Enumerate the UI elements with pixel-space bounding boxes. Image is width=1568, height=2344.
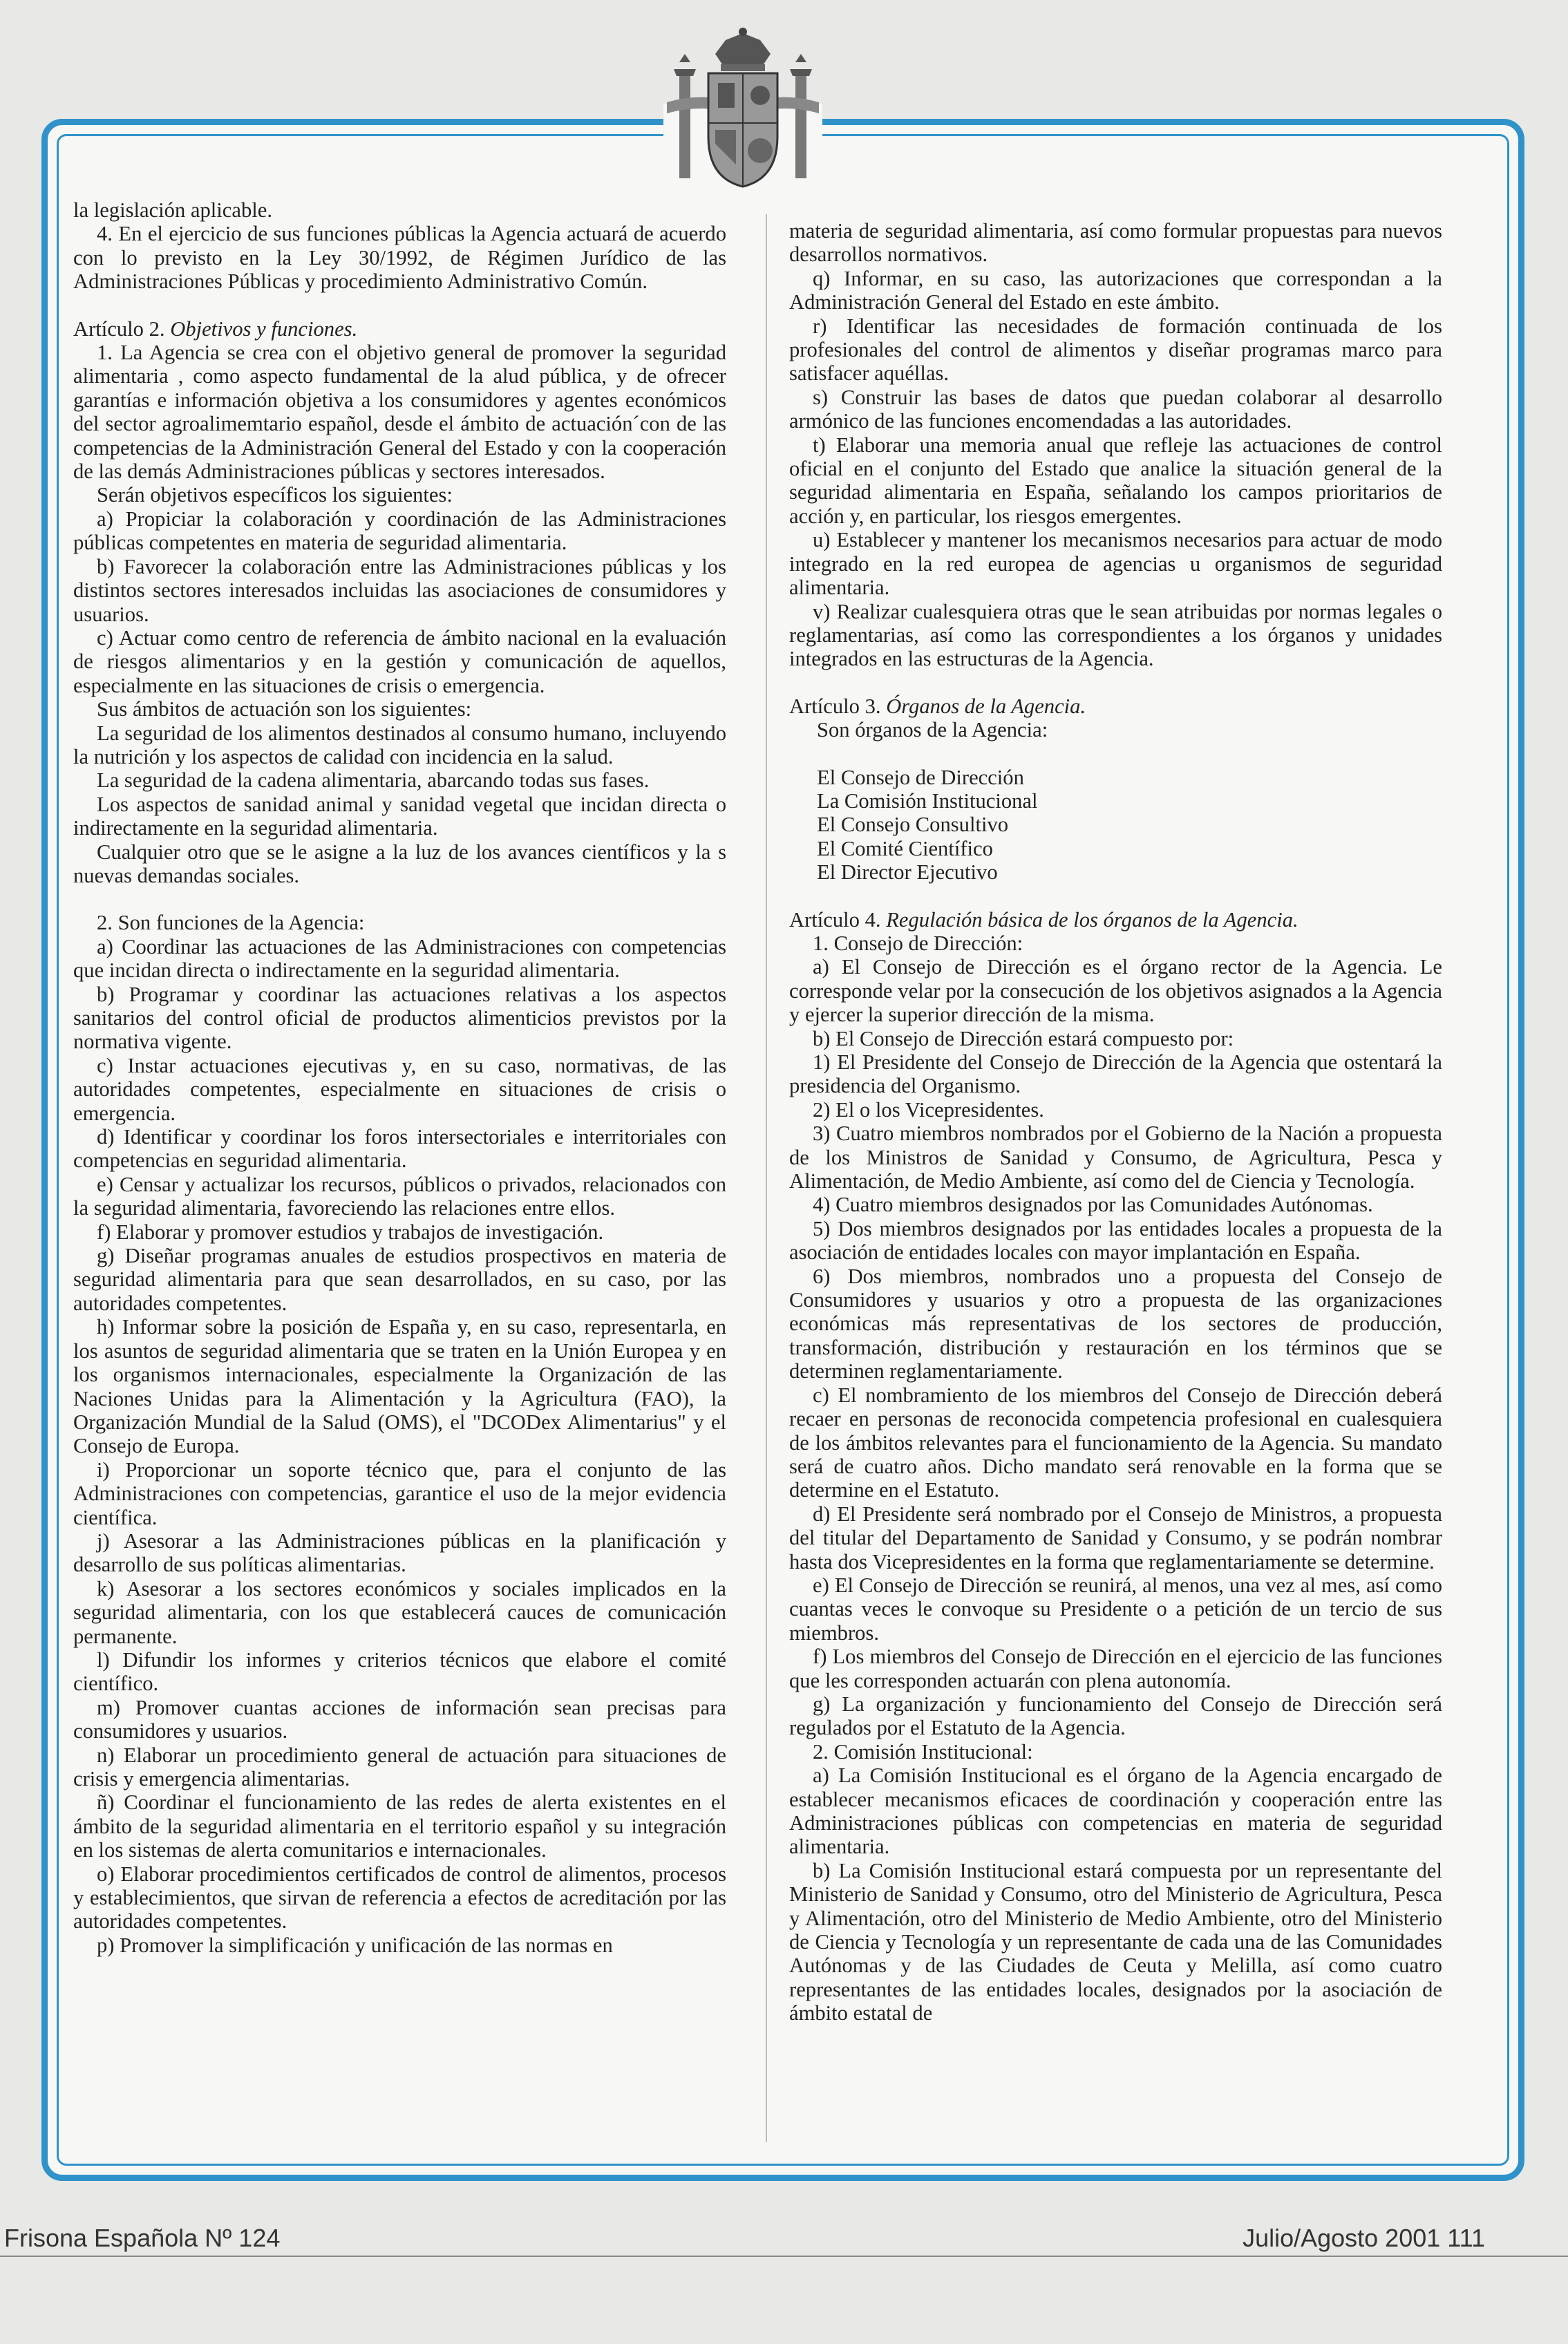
paragraph: d) Identificar y coordinar los foros intersectoriales e interritoriales con competencias en seguridad alimentaria. bbox=[73, 1125, 726, 1173]
paragraph: t) Elaborar una memoria anual que refleje las actuaciones de control oficial en el conjunto del Estado que analice la situación general de la seguridad alimentaria en España, señalando los campos prioritarios de acción y, en particular, los riesgos emergentes. bbox=[789, 433, 1442, 528]
paragraph: b) El Consejo de Dirección estará compuesto por: bbox=[813, 1026, 1234, 1050]
paragraph: v) Realizar cualesquiera otras que le sean atribuidas por normas legales o reglamentarias, así como las correspondientes a los órganos y unidades integrados en las estructuras de la Agencia. bbox=[789, 599, 1442, 671]
paragraph: q) Informar, en su caso, las autorizaciones que correspondan a la Administración General del Estado en este ámbito. bbox=[789, 266, 1442, 314]
paragraph: e) Censar y actualizar los recursos, públicos o privados, relacionados con la seguridad alimentaria, favoreciendo las relaciones entre ellos. bbox=[73, 1172, 726, 1220]
paragraph: Los aspectos de sanidad animal y sanidad vegetal que incidan directa o indirectamente en la seguridad alimentaria. bbox=[73, 792, 726, 840]
paragraph: Cualquier otro que se le asigne a la luz de los avances científicos y la s nuevas demandas sociales. bbox=[73, 840, 726, 887]
paragraph: c) Instar actuaciones ejecutivas y, en su caso, normativas, de las autoridades competentes, especialmente en situaciones de crisis o emergencia. bbox=[73, 1053, 726, 1125]
paragraph: o) Elaborar procedimientos certificados de control de alimentos, procesos y establecimientos, que sirvan de referencia a efectos de acreditación por las autoridades competentes. bbox=[73, 1862, 726, 1934]
paragraph: i) Proporcionar un soporte técnico que, para el conjunto de las Administraciones con competencias, garantice el uso de la mejor evidencia científica. bbox=[73, 1457, 726, 1529]
right-column bbox=[789, 219, 1442, 2025]
paragraph: La Comisión Institucional bbox=[817, 788, 1038, 813]
paragraph: h) Informar sobre la posición de España y, en su caso, representarla, en los asuntos de seguridad alimentaria que se traten en la Unión Europea y en los organismos internacionales, especialmente la Organización de las Naciones Unidas para la Alimentación y la Agricultura (FAO), la Organización Mundial de la Salud (OMS), el "DCODex Alimentarius" y el Consejo de Europa. bbox=[73, 1315, 726, 1458]
footer-date-page: Julio/Agosto 2001 111 bbox=[1243, 2224, 1485, 2252]
paragraph: f) Los miembros del Consejo de Dirección en el ejercicio de las funciones que les corresponden actuarán con plena autonomía. bbox=[789, 1645, 1442, 1692]
paragraph: 2. Son funciones de la Agencia: bbox=[97, 911, 365, 935]
paragraph: 1. La Agencia se crea con el objetivo general de promover la seguridad alimentaria , como aspecto fundamental de la alud pública, y de ofrecer garantías e información objetiva a los consumidores y agentes económicos del sector agroalimemtario español, desde el ámbito de actuación´con de las competencias de la Administración General del Estado y con la cooperación de las demás Administraciones públicas y sectores interesados. bbox=[73, 341, 726, 484]
paragraph: j) Asesorar a las Administraciones públicas en la planificación y desarrollo de sus políticas alimentarias. bbox=[73, 1529, 726, 1577]
paragraph: c) El nombramiento de los miembros del Consejo de Dirección deberá recaer en personas de reconocida competencia profesional en cualesquiera de los ámbitos relevantes para el funcionamiento de la Agencia. Su mandato será de cuatro años. Dicho mandato será renovable en la forma que se determine en el Estatuto. bbox=[789, 1383, 1442, 1502]
paragraph: k) Asesorar a los sectores económicos y sociales implicados en la seguridad alimentaria, con los que establecerá cauces de comunicación permanente. bbox=[73, 1576, 726, 1648]
paragraph: g) La organización y funcionamiento del Consejo de Dirección será regulados por el Estatuto de la Agencia. bbox=[789, 1692, 1442, 1740]
paragraph: r) Identificar las necesidades de formación continuada de los profesionales del control de alimentos y diseñar programas marco para satisfacer aquéllas. bbox=[789, 314, 1442, 386]
paragraph: El Comité Científico bbox=[817, 836, 993, 860]
paragraph: m) Promover cuantas acciones de información sean precisas para consumidores y usuarios. bbox=[73, 1695, 726, 1743]
paragraph: l) Difundir los informes y criterios técnicos que elabore el comité científico. bbox=[73, 1647, 726, 1696]
paragraph: ñ) Coordinar el funcionamiento de las redes de alerta existentes en el ámbito de la seguridad alimentaria en el territorio español y su integración en los sistemas de alerta comunitarios e internacionales. bbox=[73, 1790, 726, 1862]
paragraph: materia de seguridad alimentaria, así como formular propuestas para nuevos desarrollos normativos. bbox=[789, 219, 1442, 267]
paragraph: 2) El o los Vicepresidentes. bbox=[813, 1097, 1044, 1122]
paragraph: a) La Comisión Institucional es el órgano de la Agencia encargado de establecer mecanismos eficaces de coordinación y cooperación entre las Administraciones públicas con competencias en materia de seguridad alimentaria. bbox=[789, 1764, 1442, 1859]
paragraph: n) Elaborar un procedimiento general de actuación para situaciones de crisis y emergencia alimentarias. bbox=[73, 1743, 726, 1790]
paragraph: g) Diseñar programas anuales de estudios prospectivos en materia de seguridad alimentaria para que sean desarrollados, en su caso, por las autoridades competentes. bbox=[73, 1244, 726, 1315]
paragraph: 5) Dos miembros designados por las entidades locales a propuesta de la asociación de entidades locales con mayor implantación en España. bbox=[789, 1216, 1442, 1265]
left-column bbox=[73, 198, 726, 1957]
paragraph: Son órganos de la Agencia: bbox=[817, 718, 1048, 742]
paragraph: a) El Consejo de Dirección es el órgano rector de la Agencia. Le corresponde velar por la consecución de los objetivos asignados a la Agencia y ejercer la superior dirección de la misma. bbox=[789, 955, 1442, 1027]
paragraph: La seguridad de los alimentos destinados al consumo humano, incluyendo la nutrición y los aspectos de calidad con incidencia en la salud. bbox=[73, 721, 726, 768]
paragraph: b) La Comisión Institucional estará compuesta por un representante del Ministerio de Sanidad y Consumo, otro del Ministerio de Agricultura, Pesca y Alimentación, otro del Ministerio de Medio Ambiente, otro del Ministerio de Ciencia y Tecnología y un representante de cada una de las Comunidades Autónomas y de las Ciudades de Ceuta y Melilla, así como cuatro representantes de las entidades locales, designados por la asociación de ámbito estatal de bbox=[789, 1858, 1442, 2025]
paragraph: 1. Consejo de Dirección: bbox=[813, 931, 1023, 955]
paragraph: El Consejo de Dirección bbox=[817, 765, 1024, 789]
paragraph: 3) Cuatro miembros nombrados por el Gobierno de la Nación a propuesta de los Ministros de Sanidad y Consumo, de Agricultura, Pesca y Alimentación, de Medio Ambiente, así como del de Ciencia y Tecnología. bbox=[789, 1122, 1442, 1193]
spain-coat-of-arms-icon bbox=[660, 26, 826, 192]
paragraph: e) El Consejo de Dirección se reunirá, al menos, una vez al mes, así como cuantas veces le convoque su Presidente o a petición de un tercio de sus miembros. bbox=[789, 1573, 1442, 1645]
column-divider bbox=[766, 214, 767, 2142]
paragraph: d) El Presidente será nombrado por el Consejo de Ministros, a propuesta del titular del Departamento de Sanidad y Consumo, y se podrán nombrar hasta dos Vicepresidentes en la forma que reglamentariamente se determine. bbox=[789, 1502, 1442, 1573]
paragraph: b) Programar y coordinar las actuaciones relativas a los aspectos sanitarios del control oficial de productos alimenticios previstos por la normativa vigente. bbox=[73, 982, 726, 1054]
paragraph: El Director Ejecutivo bbox=[817, 860, 998, 885]
paragraph: s) Construir las bases de datos que puedan colaborar al desarrollo armónico de las funciones encomendadas a las autoridades. bbox=[789, 385, 1442, 433]
footer-publication: Frisona Española Nº 124 bbox=[4, 2224, 281, 2252]
paragraph: 6) Dos miembros, nombrados uno a propuesta del Consejo de Consumidores y usuarios y otro a propuesta de las organizaciones económicas más representativas de los sectores de producción, transformación, distribución y restauración en los términos que se determinen reglamentariamente. bbox=[789, 1264, 1442, 1383]
paragraph: 4) Cuatro miembros designados por las Comunidades Autónomas. bbox=[813, 1193, 1373, 1217]
paragraph: Sus ámbitos de actuación son los siguientes: bbox=[97, 697, 472, 721]
footer-rule bbox=[0, 2256, 1568, 2257]
paragraph: b) Favorecer la colaboración entre las Administraciones públicas y los distintos sectores interesados incluidas las asociaciones de consumidores y usuarios. bbox=[73, 554, 726, 626]
paragraph: p) Promover la simplificación y unificación de las normas en bbox=[97, 1933, 613, 1957]
paragraph: 2. Comisión Institucional: bbox=[813, 1739, 1033, 1764]
paragraph: 4. En el ejercicio de sus funciones públicas la Agencia actuará de acuerdo con lo previsto en la Ley 30/1992, de Régimen Jurídico de las Administraciones Públicas y procedimiento Administrativo Común. bbox=[73, 222, 726, 294]
paragraph: Artículo 4. Regulación básica de los órganos de la Agencia. bbox=[789, 907, 1298, 932]
paragraph: la legislación aplicable. bbox=[73, 198, 272, 222]
paragraph: Serán objetivos específicos los siguientes: bbox=[97, 483, 453, 507]
paragraph: c) Actuar como centro de referencia de ámbito nacional en la evaluación de riesgos alimentarios y en la gestión y comunicación de aquellos, especialmente en las situaciones de crisis o emergencia. bbox=[73, 625, 726, 697]
paragraph: a) Coordinar las actuaciones de las Administraciones con competencias que incidan directa o indirectamente en la seguridad alimentaria. bbox=[73, 934, 726, 983]
paragraph: 1) El Presidente del Consejo de Dirección de la Agencia que ostentará la presidencia del Organismo. bbox=[789, 1050, 1442, 1098]
paragraph: Artículo 2. Objetivos y funciones. bbox=[73, 316, 358, 341]
paragraph: Artículo 3. Órganos de la Agencia. bbox=[789, 694, 1086, 718]
paragraph: f) Elaborar y promover estudios y trabajos de investigación. bbox=[97, 1220, 604, 1244]
paragraph: u) Establecer y mantener los mecanismos necesarios para actuar de modo integrado en la red europea de agencias u organismos de seguridad alimentaria. bbox=[789, 528, 1442, 600]
paragraph: a) Propiciar la colaboración y coordinación de las Administraciones públicas competentes en materia de seguridad alimentaria. bbox=[73, 507, 726, 555]
paragraph: La seguridad de la cadena alimentaria, abarcando todas sus fases. bbox=[97, 768, 650, 793]
paragraph: El Consejo Consultivo bbox=[817, 813, 1009, 837]
